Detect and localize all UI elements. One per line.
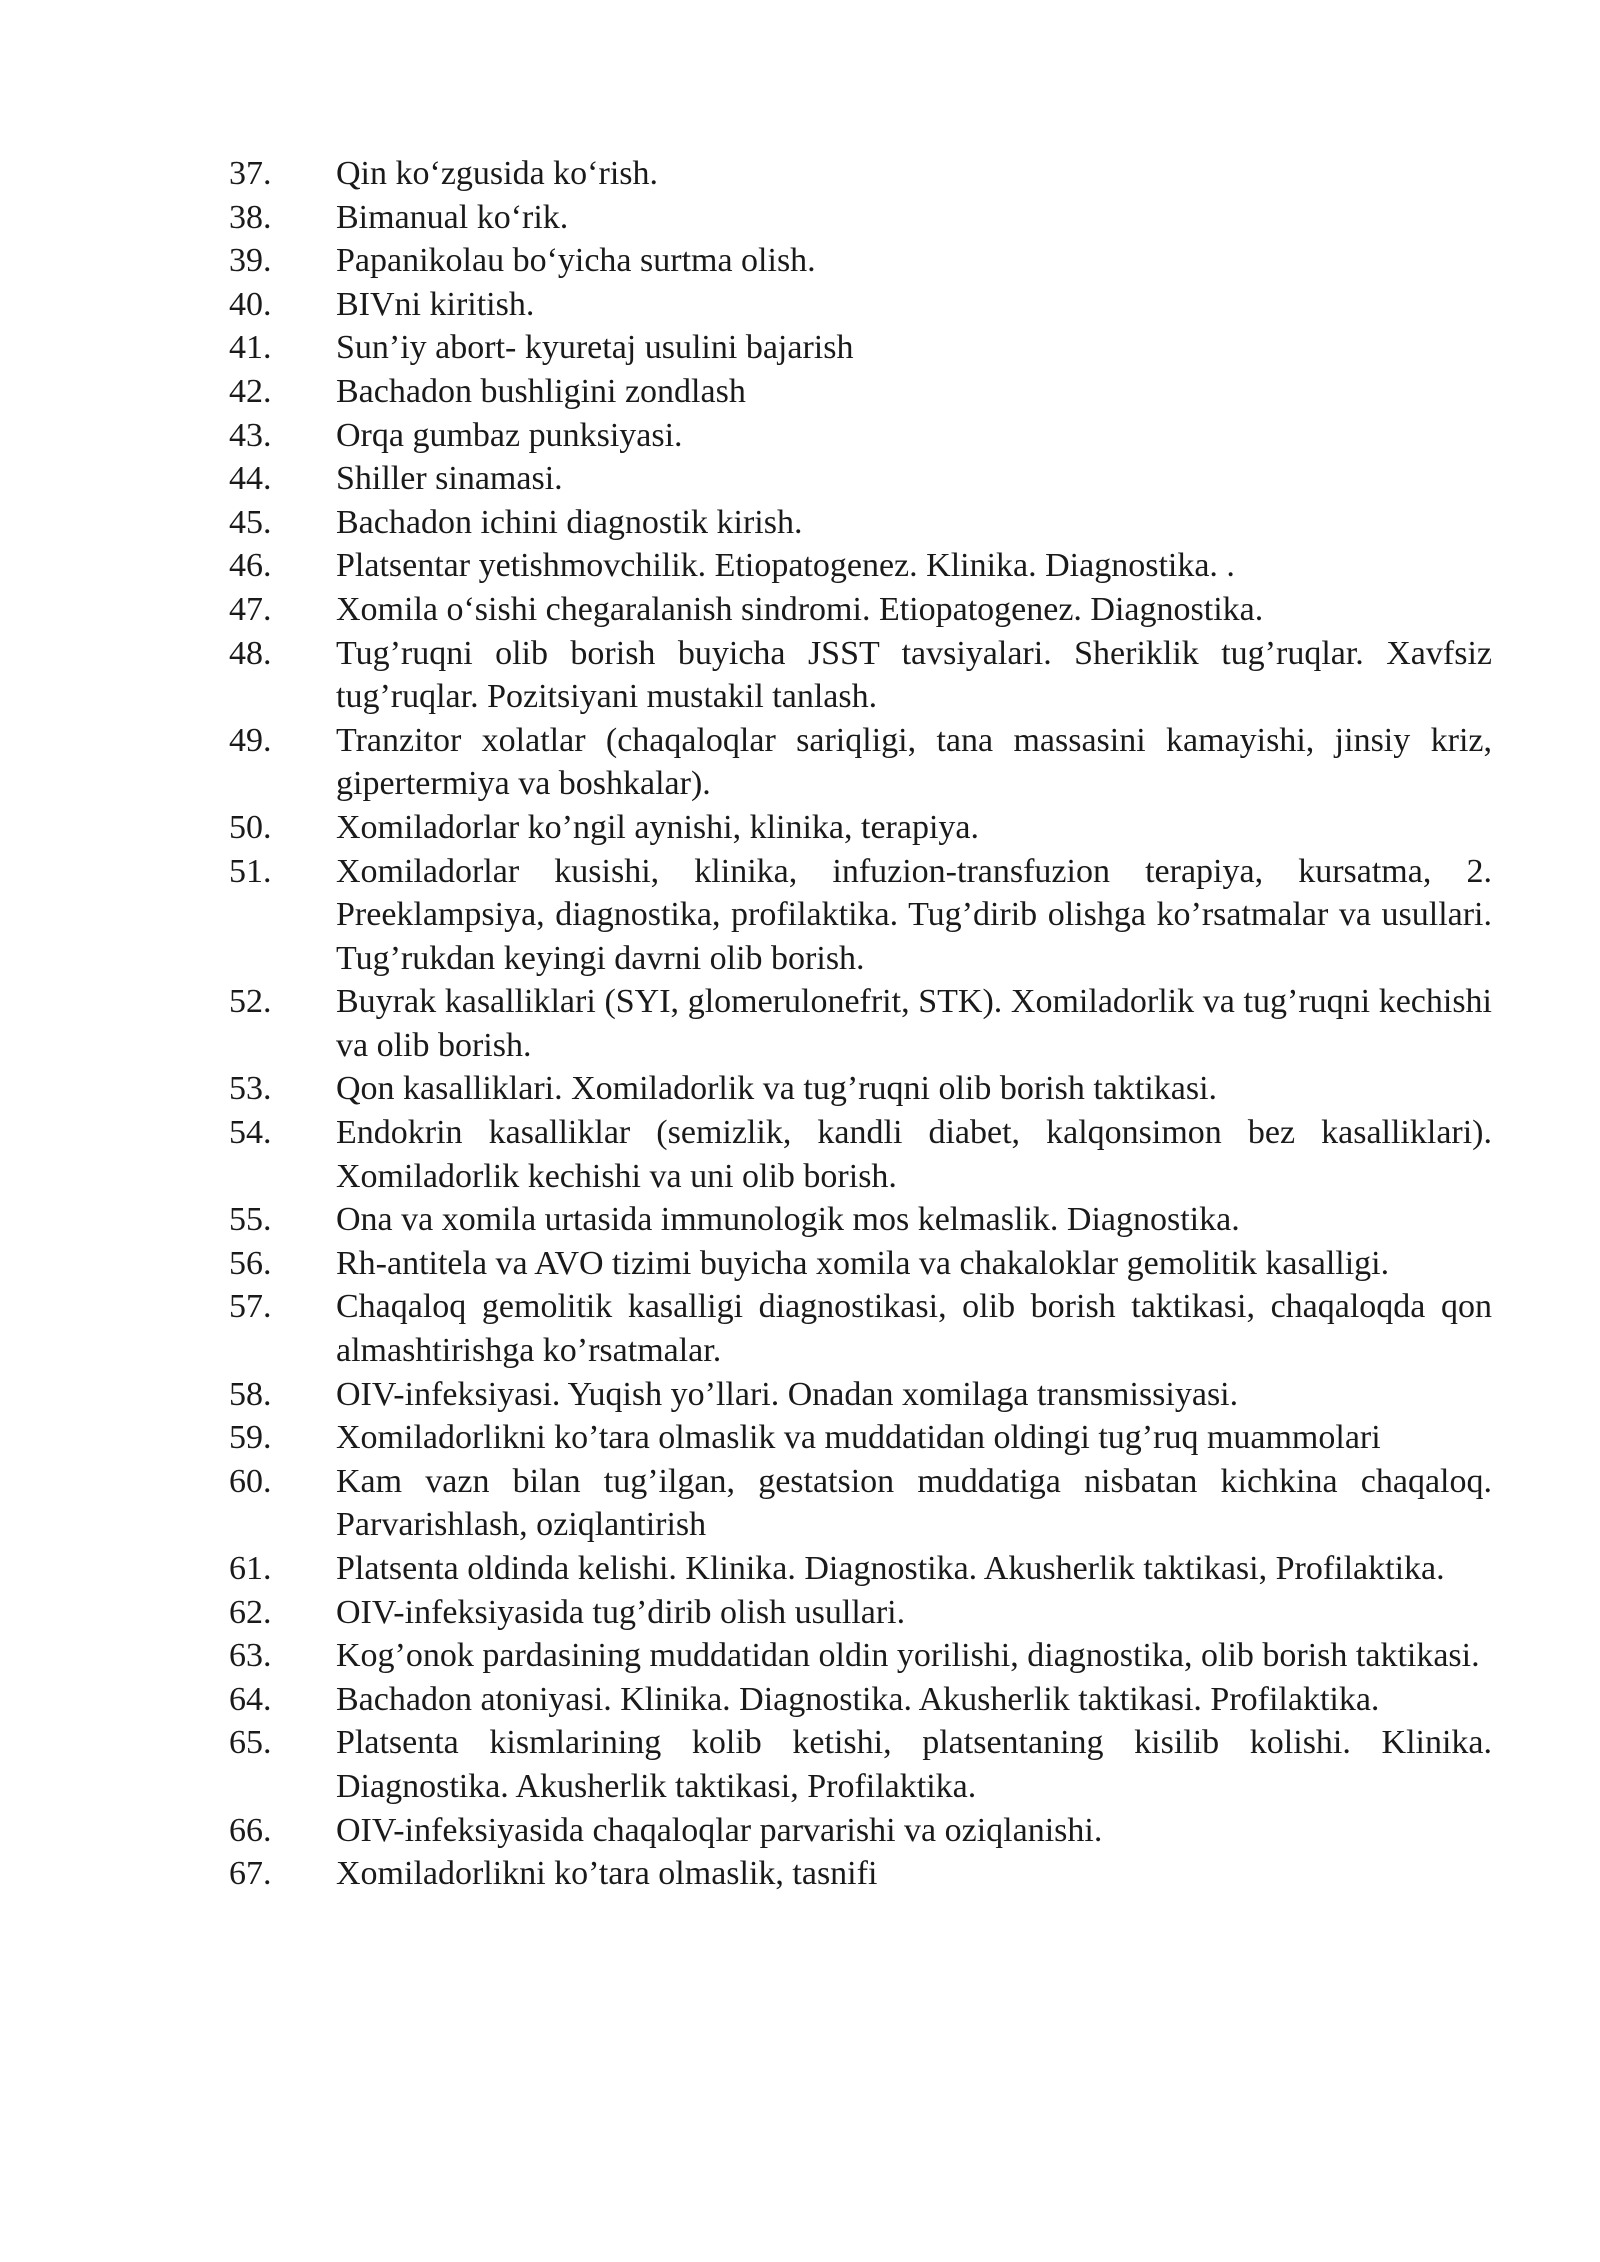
list-item <box>229 326 1492 370</box>
list-item <box>229 1285 1492 1372</box>
numbered-list <box>229 152 1492 1896</box>
item-number: 57. <box>229 1288 272 1326</box>
item-number: 62. <box>229 1593 272 1631</box>
list-item <box>229 1373 1492 1417</box>
list-item <box>229 1721 1492 1808</box>
item-text: Orqa gumbaz punksiyasi. <box>336 416 683 454</box>
item-text: Papanikolau bo‘yicha surtma olish. <box>336 242 816 280</box>
item-number: 56. <box>229 1244 272 1282</box>
item-text: Xomiladorlikni ko’tara olmaslik, tasnifi <box>336 1855 878 1893</box>
list-item <box>229 1242 1492 1286</box>
item-text: Tug’ruqni olib borish buyicha JSST tavsiyalari. Sheriklik tug’ruqlar. Xavfsiz tug’ruqlar. Pozitsiyani mustakil tanlash. <box>336 634 1492 716</box>
item-text: BIVni kiritish. <box>336 285 535 323</box>
item-text: OIV-infeksiyasida tug’dirib olish usullari. <box>336 1593 906 1631</box>
item-text: Shiller sinamasi. <box>336 460 563 498</box>
item-number: 65. <box>229 1724 272 1762</box>
item-text: Buyrak kasalliklari (SYI, glomerulonefrit, STK). Xomiladorlik va tug’ruqni kechishi va olib borish. <box>336 983 1492 1064</box>
list-item <box>229 588 1492 632</box>
list-item <box>229 1111 1492 1198</box>
list-item <box>229 1809 1492 1853</box>
item-number: 54. <box>229 1114 272 1152</box>
list-item <box>229 980 1492 1067</box>
item-number: 38. <box>229 198 272 236</box>
item-text: Xomiladorlikni ko’tara olmaslik va muddatidan oldingi tug’ruq muammolari <box>336 1419 1381 1457</box>
item-number: 66. <box>229 1811 272 1849</box>
item-text: Bachadon ichini diagnostik kirish. <box>336 503 803 541</box>
item-text: OIV-infeksiyasi. Yuqish yo’llari. Onadan xomilaga transmissiyasi. <box>336 1375 1239 1413</box>
item-text: Rh-antitela va AVO tizimi buyicha xomila va chakaloklar gemolitik kasalligi. <box>336 1244 1390 1282</box>
list-item <box>229 283 1492 327</box>
list-item <box>229 1416 1492 1460</box>
list-item <box>229 1198 1492 1242</box>
item-number: 52. <box>229 983 272 1021</box>
list-item <box>229 1852 1492 1896</box>
item-number: 46. <box>229 547 272 585</box>
item-text: Platsenta oldinda kelishi. Klinika. Diagnostika. Akusherlik taktikasi, Profilaktika. <box>336 1550 1445 1587</box>
item-text: Qon kasalliklari. Xomiladorlik va tug’ruqni olib borish taktikasi. <box>336 1070 1218 1108</box>
item-number: 45. <box>229 503 272 541</box>
item-text: Xomila o‘sishi chegaralanish sindromi. Etiopatogenez. Diagnostika. <box>336 590 1264 628</box>
list-item <box>229 1460 1492 1547</box>
item-text: Chaqaloq gemolitik kasalligi diagnostikasi, olib borish taktikasi, chaqaloqda qon almashtirishga ko’rsatmalar. <box>336 1288 1492 1370</box>
item-number: 64. <box>229 1680 272 1718</box>
item-number: 41. <box>229 329 272 367</box>
item-number: 50. <box>229 808 272 846</box>
item-text: OIV-infeksiyasida chaqaloqlar parvarishi va oziqlanishi. <box>336 1811 1103 1849</box>
list-item <box>229 196 1492 240</box>
item-text: Tranzitor xolatlar (chaqaloqlar sariqligi, tana massasini kamayishi, jinsiy kriz, gipertermiya va boshkalar). <box>336 721 1492 803</box>
item-number: 60. <box>229 1462 272 1500</box>
item-text: Platsentar yetishmovchilik. Etiopatogenez. Klinika. Diagnostika. . <box>336 547 1235 585</box>
list-item <box>229 544 1492 588</box>
item-number: 67. <box>229 1855 272 1893</box>
list-item <box>229 719 1492 806</box>
list-item <box>229 1067 1492 1111</box>
item-text: Endokrin kasalliklar (semizlik, kandli diabet, kalqonsimon bez kasalliklari). Xomiladorlik kechishi va uni olib borish. <box>336 1114 1492 1195</box>
item-text: Kog’onok pardasining muddatidan oldin yorilishi, diagnostika, olib borish taktikasi. <box>336 1637 1480 1675</box>
item-number: 59. <box>229 1419 272 1457</box>
item-number: 55. <box>229 1201 272 1239</box>
item-text: Platsenta kismlarining kolib ketishi, platsentaning kisilib kolishi. Klinika. Diagnostika. Akusherlik taktikasi, Profilaktika. <box>336 1724 1492 1805</box>
item-number: 47. <box>229 590 272 628</box>
list-item <box>229 632 1492 719</box>
list-item <box>229 414 1492 458</box>
item-text: Sun’iy abort- kyuretaj usulini bajarish <box>336 329 854 367</box>
item-text: Qin ko‘zgusida ko‘rish. <box>336 155 659 192</box>
item-number: 37. <box>229 155 272 192</box>
item-text: Xomiladorlar ko’ngil aynishi, klinika, terapiya. <box>336 808 980 846</box>
list-item <box>229 850 1492 981</box>
item-number: 63. <box>229 1637 272 1675</box>
item-number: 48. <box>229 634 272 672</box>
item-number: 39. <box>229 242 272 280</box>
item-number: 43. <box>229 416 272 454</box>
item-number: 42. <box>229 372 272 410</box>
list-item <box>229 370 1492 414</box>
item-text: Kam vazn bilan tug’ilgan, gestatsion muddatiga nisbatan kichkina chaqaloq. Parvarishlash, oziqlantirish <box>336 1462 1492 1544</box>
list-item <box>229 1591 1492 1635</box>
list-item <box>229 239 1492 283</box>
list-item <box>229 1634 1492 1678</box>
list-item <box>229 457 1492 501</box>
list-item <box>229 806 1492 850</box>
item-number: 44. <box>229 460 272 498</box>
item-number: 49. <box>229 721 272 759</box>
item-text: Bachadon atoniyasi. Klinika. Diagnostika. Akusherlik taktikasi. Profilaktika. <box>336 1680 1380 1718</box>
list-item <box>229 1547 1492 1591</box>
list-item <box>229 501 1492 545</box>
list-item <box>229 152 1492 196</box>
item-number: 53. <box>229 1070 272 1108</box>
item-number: 51. <box>229 852 272 890</box>
item-number: 58. <box>229 1375 272 1413</box>
item-text: Bimanual ko‘rik. <box>336 198 569 236</box>
item-text: Ona va xomila urtasida immunologik mos kelmaslik. Diagnostika. <box>336 1201 1240 1239</box>
item-text: Bachadon bushligini zondlash <box>336 372 746 410</box>
item-number: 40. <box>229 285 272 323</box>
item-text: Xomiladorlar kusishi, klinika, infuzion-transfuzion terapiya, kursatma, 2. Preeklampsiya, diagnostika, profilaktika. Tug’dirib olishga ko’rsatmalar va usullari. Tug’rukdan keyingi davrni olib borish. <box>336 852 1492 977</box>
list-item <box>229 1678 1492 1722</box>
item-number: 61. <box>229 1550 272 1587</box>
